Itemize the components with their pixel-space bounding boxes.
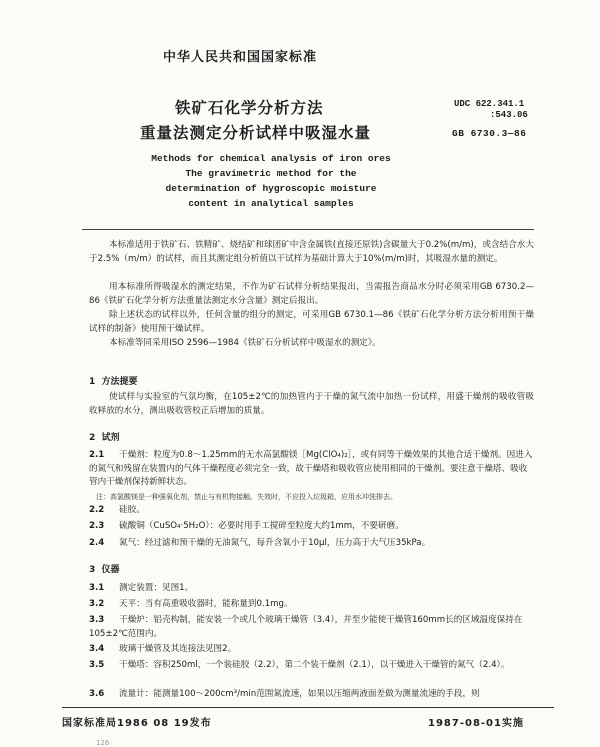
- english-title-line: content in analytical samples: [188, 198, 354, 209]
- item-number: 3.3: [89, 615, 105, 625]
- page-number: 126: [96, 739, 110, 747]
- list-item: [89, 449, 534, 490]
- intro-paragraph: 本标准适用于铁矿石、铁精矿、烧结矿和球团矿中含金属铁(直接还原铁)含碳量大于0.2%(m/m)，或含结合水大于2.5%（m/m）的试样，而且其测定组分析值以干试样为基础计算大于10%(m/m)时，其吸湿水量的测定。: [89, 240, 534, 264]
- header-divider: [82, 229, 534, 230]
- note: 注：高氯酸镁是一种强氧化剂，禁止与有机物接触。失效时，不应投入垃圾箱，应用水冲洗排去。: [96, 493, 397, 501]
- list-item: [89, 614, 534, 641]
- item-text: 天平：当有高重吸收器时，能称量到0.1mg。: [119, 599, 293, 609]
- english-title-line: determination of hygroscopic moisture: [165, 183, 377, 194]
- section-number: 3: [89, 565, 96, 575]
- section-title: 方法提要: [101, 377, 138, 387]
- section-title: 仪器: [101, 565, 120, 575]
- item-text: 硅胶。: [119, 505, 145, 515]
- item-number: 3.5: [89, 660, 105, 670]
- list-item: [89, 659, 534, 673]
- list-item: [89, 537, 534, 551]
- item-number: 3.4: [89, 644, 105, 654]
- section-paragraph: 使试样与实验室的气氛均衡，在105±2℃的加热管内于干燥的氮气流中加热一份试样，用盛干燥剂的吸收管吸收释放的水分，测出吸收管校正后增加的质量。: [89, 392, 534, 416]
- item-number: 2.2: [89, 505, 105, 515]
- section-number: 2: [89, 433, 96, 443]
- list-item: [89, 582, 534, 596]
- list-item: [89, 688, 534, 701]
- issue-date: 国家标准局1986 08 19发布: [62, 718, 212, 729]
- item-number: 3.1: [89, 583, 105, 593]
- section-heading: [89, 562, 120, 575]
- item-text: 干燥炉：铝壳构制，能安装一个或几个玻璃干燥管（3.4），并至少能使干燥管160mm长的区域温度保持在105±2℃范围内。: [89, 615, 523, 639]
- item-text: 干燥塔：容积250ml，一个装硅胶（2.2），第二个装干燥剂（2.1），以干燥进入干燥管的氮气（2.4）。: [119, 660, 510, 670]
- intro-paragraph: 本标准等同采用ISO 2596—1984《铁矿石分析试样中吸湿水的测定》。: [109, 338, 381, 348]
- list-item: [89, 520, 534, 534]
- title-line-2: 重量法测定分析试样中吸湿水量: [140, 124, 372, 142]
- item-text: 测定装置：见图1。: [119, 583, 194, 593]
- item-text: 干燥剂：粒度为0.8～1.25mm的无水高氯酸镁［Mg(ClO₄)₂］，或有同等干燥效果的其他合适干燥剂。因进入的氮气和残留在装置内的气体干燥程度必须完全一致，故干燥塔和吸收管应使用相同的干燥剂。要注意干燥塔、吸收管内干燥剂保持新鲜状态。: [89, 450, 533, 487]
- section-heading: [89, 430, 120, 443]
- intro-paragraph: 用本标准所得吸湿水的测定结果，不作为矿石试样分析结果报出，当需报告商品水分时必须采用GB 6730.2—86《铁矿石化学分析方法重量法测定水分含量》测定后报出。: [89, 282, 534, 306]
- footer-divider: [62, 707, 554, 708]
- item-text: 氮气：经过滤和预干燥的无油氮气，每升含氧小于10μl，压力高于大气压35kPa。: [119, 538, 431, 548]
- title-line-1: 铁矿石化学分析方法: [175, 99, 324, 117]
- item-number: 2.4: [89, 538, 105, 548]
- implementation-date: 1987-08-01实施: [428, 718, 524, 729]
- item-number: 2.3: [89, 521, 105, 531]
- item-number: 2.1: [89, 450, 105, 460]
- english-title-line: Methods for chemical analysis of iron ores: [151, 153, 391, 164]
- standard-country-heading: 中华人民共和国国家标准: [163, 50, 318, 65]
- section-heading: [89, 374, 138, 387]
- item-text: 流量计：能测量100～200cm³/min范围氮流速，如果以压缩两液面差做为测量流速的手段，则: [119, 689, 480, 699]
- section-title: 试剂: [101, 433, 120, 443]
- item-text: 玻璃干燥管及其连接法见图2。: [119, 644, 237, 654]
- intro-paragraph: 除上述状态的试样以外，任何含量的组分的测定，可采用GB 6730.1—86《铁矿石化学分析方法分析用预干燥试样的制备》使用预干燥试样。: [89, 310, 534, 334]
- gb-number: GB 6730.3—86: [452, 128, 527, 139]
- udc-code-sub: :543.06: [490, 110, 528, 120]
- list-item: [89, 504, 534, 518]
- item-text: 硫酸铜（CuSO₄·5H₂O）：必要时用手工搅碎至粒度大约1mm，不要研磨。: [119, 521, 404, 531]
- list-item: [89, 643, 534, 657]
- item-number: 3.6: [89, 689, 105, 699]
- list-item: [89, 598, 534, 612]
- english-title-line: The gravimetric method for the: [185, 168, 357, 179]
- udc-code: UDC 622.341.1: [454, 99, 525, 109]
- item-number: 3.2: [89, 599, 105, 609]
- section-number: 1: [89, 377, 96, 387]
